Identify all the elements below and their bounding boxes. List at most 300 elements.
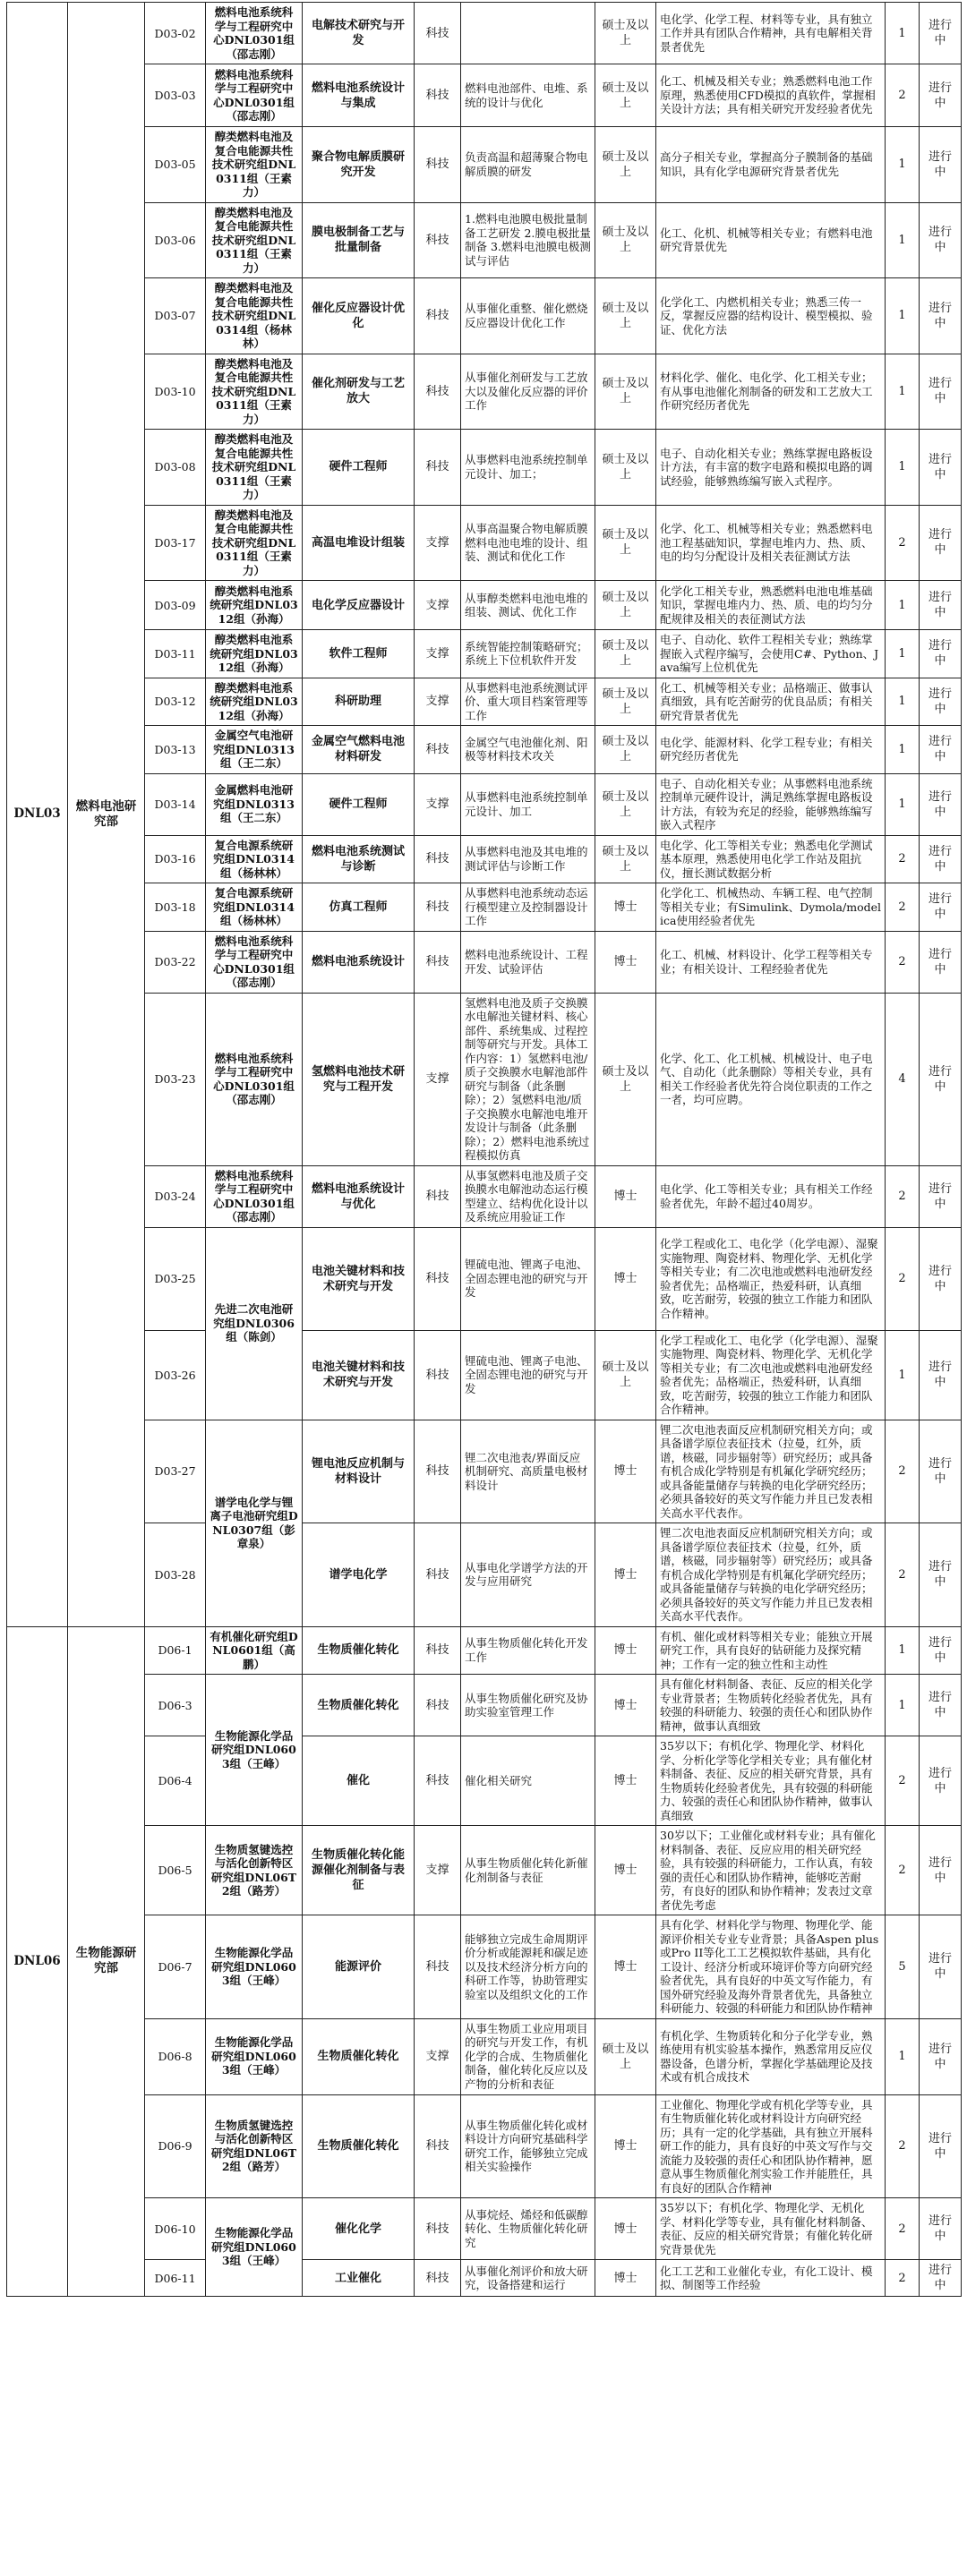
position-name-cell: 生物质催化转化能源催化剂制备与表征 bbox=[303, 1826, 415, 1915]
position-type-cell: 科技 bbox=[415, 931, 461, 993]
position-name-cell: 工业催化 bbox=[303, 2260, 415, 2297]
position-name-cell: 仿真工程师 bbox=[303, 883, 415, 932]
requirement-cell: 化学化工、内燃机相关专业；熟悉三传一反，掌握反应器的结构设计、模型模拟、验证、优化方法 bbox=[656, 278, 886, 354]
table-row bbox=[7, 2018, 962, 2094]
job-duty-cell: 燃料电池系统设计、工程开发、试验评估 bbox=[461, 931, 595, 993]
headcount-cell: 2 bbox=[886, 1165, 920, 1227]
position-code-cell: D03-08 bbox=[145, 430, 206, 506]
job-duty-cell: 锂硫电池、锂离子电池、全固态锂电池的研究与开发 bbox=[461, 1227, 595, 1330]
requirement-cell: 化工工艺和工业催化专业，有化工设计、模拟、制图等工作经验 bbox=[656, 2260, 886, 2297]
table-row bbox=[7, 1736, 962, 1826]
job-duty-cell: 系统智能控制策略研究；系统上下位机软件开发 bbox=[461, 630, 595, 678]
headcount-cell: 1 bbox=[886, 678, 920, 726]
table-row bbox=[7, 1420, 962, 1523]
position-code-cell: D06-4 bbox=[145, 1736, 206, 1826]
education-cell: 硕士及以上 bbox=[595, 2018, 656, 2094]
position-name-cell: 能源评价 bbox=[303, 1915, 415, 2019]
position-name-cell: 氢燃料电池技术研究与工程开发 bbox=[303, 993, 415, 1165]
requirement-cell: 具有化学、材料化学与物理、物理化学、能源评价相关专业专业背景；具备Aspen plus或Pro II等化工工艺模拟软件基础，具有化工设计、经济分析或环境评价等方向研究经验者优先，具有良好的中英文写作能力，有国外研究经验及海外背景者优先，具备独立科研能力、较强的科研能力和团队协作精神 bbox=[656, 1915, 886, 2019]
position-name-cell: 生物质催化转化 bbox=[303, 2094, 415, 2198]
position-name-cell: 催化化学 bbox=[303, 2198, 415, 2260]
status-cell: 进行中 bbox=[920, 931, 962, 993]
research-group-cell: 燃料电池系统科学与工程研究中心DNL0301组（邵志刚） bbox=[206, 931, 303, 993]
job-duty-cell: 从事生物质催化转化开发工作 bbox=[461, 1626, 595, 1675]
status-cell: 进行中 bbox=[920, 3, 962, 64]
status-cell: 进行中 bbox=[920, 1826, 962, 1915]
requirement-cell: 具有催化材料制备、表征、反应的相关化学专业背景者；生物质转化经验者优先，具有较强的科研能力、较强的责任心和团队协作精神，做事认真细致 bbox=[656, 1675, 886, 1736]
status-cell: 进行中 bbox=[920, 127, 962, 203]
table-row bbox=[7, 726, 962, 774]
position-name-cell: 燃料电池系统设计与优化 bbox=[303, 1165, 415, 1227]
headcount-cell: 2 bbox=[886, 64, 920, 127]
headcount-cell: 1 bbox=[886, 773, 920, 835]
position-type-cell: 科技 bbox=[415, 1523, 461, 1627]
position-type-cell: 科技 bbox=[415, 883, 461, 932]
position-name-cell: 硬件工程师 bbox=[303, 773, 415, 835]
requirement-cell: 化工、机械、材料设计、化学工程等相关专业；有相关设计、工程经验者优先 bbox=[656, 931, 886, 993]
research-group-cell: 谱学电化学与锂离子电池研究组DNL0307组（彭章泉） bbox=[206, 1420, 303, 1626]
research-group-cell: 先进二次电池研究组DNL0306组（陈剑） bbox=[206, 1227, 303, 1420]
position-name-cell: 膜电极制备工艺与批量制备 bbox=[303, 202, 415, 278]
requirement-cell: 工业催化、物理化学或有机化学等专业，具有生物质催化转化或材料设计方向研究经历；具有一定的化学基础，具有独立开展科研工作的能力，具有良好的中英文写作与交流能力及较强的责任心和团队协作精神，愿意从事生物质催化剂实验工作并能胜任，具有良好的团队合作精神 bbox=[656, 2094, 886, 2198]
dept-code-cell: DNL06 bbox=[7, 1626, 68, 2297]
position-type-cell: 支撑 bbox=[415, 1826, 461, 1915]
status-cell: 进行中 bbox=[920, 1523, 962, 1627]
table-body bbox=[7, 3, 962, 2297]
position-name-cell: 燃料电池系统测试与诊断 bbox=[303, 835, 415, 883]
position-name-cell: 燃料电池系统设计与集成 bbox=[303, 64, 415, 127]
position-name-cell: 硬件工程师 bbox=[303, 430, 415, 506]
position-type-cell: 科技 bbox=[415, 2198, 461, 2260]
position-code-cell: D03-24 bbox=[145, 1165, 206, 1227]
position-type-cell: 科技 bbox=[415, 726, 461, 774]
research-group-cell: 醇类燃料电池及复合电能源共性技术研究组DNL0311组（王素力） bbox=[206, 202, 303, 278]
education-cell: 博士 bbox=[595, 1626, 656, 1675]
position-name-cell: 生物质催化转化 bbox=[303, 2018, 415, 2094]
position-name-cell: 催化剂研发与工艺放大 bbox=[303, 354, 415, 430]
table-row bbox=[7, 354, 962, 430]
education-cell: 博士 bbox=[595, 931, 656, 993]
education-cell: 博士 bbox=[595, 2260, 656, 2297]
education-cell: 硕士及以上 bbox=[595, 505, 656, 581]
education-cell: 硕士及以上 bbox=[595, 354, 656, 430]
job-duty-cell: 从事生物质工业应用项目的研究与开发工作，有机化学的合成、生物质催化制备，催化转化反应以及产物的分析和表征 bbox=[461, 2018, 595, 2094]
job-duty-cell: 从事生物质催化研究及协助实验室管理工作 bbox=[461, 1675, 595, 1736]
requirement-cell: 化学工程或化工、电化学（化学电源）、湿聚实施物理、陶瓷材料、物理化学、无机化学等相关专业；有二次电池或燃料电池研发经验者优先；品格端正，热爱科研，认真细致，吃苦耐劳，较强的独立工作能力和团队合作精神。 bbox=[656, 1227, 886, 1330]
headcount-cell: 1 bbox=[886, 430, 920, 506]
position-type-cell: 科技 bbox=[415, 1626, 461, 1675]
position-type-cell: 支撑 bbox=[415, 993, 461, 1165]
requirement-cell: 电化学、化工等相关专业；熟悉电化学测试基本原理，熟悉使用电化学工作站及阻抗仪，擅长测试数据分析 bbox=[656, 835, 886, 883]
status-cell: 进行中 bbox=[920, 430, 962, 506]
research-group-cell: 醇类燃料电池系统研究组DNL0312组（孙海） bbox=[206, 581, 303, 630]
position-code-cell: D03-05 bbox=[145, 127, 206, 203]
table-row bbox=[7, 127, 962, 203]
position-code-cell: D03-22 bbox=[145, 931, 206, 993]
headcount-cell: 1 bbox=[886, 1330, 920, 1420]
headcount-cell: 2 bbox=[886, 1736, 920, 1826]
position-code-cell: D03-18 bbox=[145, 883, 206, 932]
status-cell: 进行中 bbox=[920, 773, 962, 835]
recruitment-table bbox=[6, 2, 962, 2297]
education-cell: 硕士及以上 bbox=[595, 3, 656, 64]
education-cell: 硕士及以上 bbox=[595, 127, 656, 203]
headcount-cell: 1 bbox=[886, 3, 920, 64]
dept-code-cell: DNL03 bbox=[7, 3, 68, 1627]
research-group-cell: 生物能源化学品研究组DNL0603组（王峰） bbox=[206, 2018, 303, 2094]
education-cell: 博士 bbox=[595, 2094, 656, 2198]
status-cell: 进行中 bbox=[920, 581, 962, 630]
research-group-cell: 复合电源系统研究组DNL0314组（杨林林） bbox=[206, 883, 303, 932]
position-code-cell: D03-16 bbox=[145, 835, 206, 883]
research-group-cell: 有机催化研究组DNL0601组（高鹏） bbox=[206, 1626, 303, 1675]
requirement-cell: 电化学、能源材料、化学工程专业；有相关研究经历者优先 bbox=[656, 726, 886, 774]
headcount-cell: 1 bbox=[886, 202, 920, 278]
education-cell: 博士 bbox=[595, 1826, 656, 1915]
table-row bbox=[7, 1675, 962, 1736]
position-code-cell: D03-14 bbox=[145, 773, 206, 835]
dept-name-cell: 燃料电池研究部 bbox=[68, 3, 145, 1627]
requirement-cell: 化工、机械及相关专业；熟悉燃料电池工作原理，熟悉使用CFD模拟的真软件，掌握相关设计方法；具有相关研究开发经验者优先 bbox=[656, 64, 886, 127]
status-cell: 进行中 bbox=[920, 1227, 962, 1330]
education-cell: 硕士及以上 bbox=[595, 1330, 656, 1420]
table-row bbox=[7, 835, 962, 883]
headcount-cell: 2 bbox=[886, 835, 920, 883]
education-cell: 博士 bbox=[595, 1915, 656, 2019]
job-duty-cell: 从事生物质催化转化或材料设计方向研究基础科学研究工作，能够独立完成相关实验操作 bbox=[461, 2094, 595, 2198]
requirement-cell: 化学化工相关专业，熟悉燃料电池电堆基础知识，掌握电堆内力、热、质、电的均匀分配规律及相关的表征测试方法 bbox=[656, 581, 886, 630]
table-row bbox=[7, 993, 962, 1165]
research-group-cell: 醇类燃料电池系统研究组DNL0312组（孙海） bbox=[206, 678, 303, 726]
position-code-cell: D06-8 bbox=[145, 2018, 206, 2094]
education-cell: 博士 bbox=[595, 1165, 656, 1227]
job-duty-cell: 能够独立完成生命周期评价分析或能源耗和碳足迹以及技术经济分析方向的科研工作等，协助管理实验室以及组织文化的工作 bbox=[461, 1915, 595, 2019]
status-cell: 进行中 bbox=[920, 2018, 962, 2094]
headcount-cell: 1 bbox=[886, 278, 920, 354]
job-duty-cell: 锂硫电池、锂离子电池、全固态锂电池的研究与开发 bbox=[461, 1330, 595, 1420]
position-type-cell: 科技 bbox=[415, 1675, 461, 1736]
job-duty-cell: 从事燃料电池系统测试评价、重大项目档案管理等工作 bbox=[461, 678, 595, 726]
status-cell: 进行中 bbox=[920, 202, 962, 278]
headcount-cell: 1 bbox=[886, 354, 920, 430]
table-row bbox=[7, 1915, 962, 2019]
table-row bbox=[7, 1826, 962, 1915]
research-group-cell: 生物质氢键选控与活化创新特区研究组DNL06T2组（路芳） bbox=[206, 1826, 303, 1915]
requirement-cell: 35岁以下；有机化学、物理化学、材料化学、分析化学等化学相关专业；具有催化材料制备、表征、反应的相关研究背景，具有生物质转化经验者优先，具有较强的科研能力、较强的责任心和团队协作精神，做事认真细致 bbox=[656, 1736, 886, 1826]
table-row bbox=[7, 773, 962, 835]
status-cell: 进行中 bbox=[920, 883, 962, 932]
position-type-cell: 支撑 bbox=[415, 581, 461, 630]
status-cell: 进行中 bbox=[920, 1330, 962, 1420]
position-type-cell: 科技 bbox=[415, 835, 461, 883]
position-type-cell: 科技 bbox=[415, 278, 461, 354]
table-row bbox=[7, 430, 962, 506]
requirement-cell: 高分子相关专业，掌握高分子膜制备的基础知识，具有化学电源研究背景者优先 bbox=[656, 127, 886, 203]
headcount-cell: 1 bbox=[886, 726, 920, 774]
position-code-cell: D03-25 bbox=[145, 1227, 206, 1330]
job-duty-cell: 从事催化重整、催化燃烧反应器设计优化工作 bbox=[461, 278, 595, 354]
position-type-cell: 科技 bbox=[415, 1330, 461, 1420]
requirement-cell: 化学、化工、化工机械、机械设计、电子电气、自动化（此条删除）等相关专业，具有相关工作经验者优先符合岗位职责的工作之一者，均可应聘。 bbox=[656, 993, 886, 1165]
position-code-cell: D03-26 bbox=[145, 1330, 206, 1420]
research-group-cell: 燃料电池系统科学与工程研究中心DNL0301组（邵志刚） bbox=[206, 993, 303, 1165]
position-name-cell: 生物质催化转化 bbox=[303, 1626, 415, 1675]
position-name-cell: 电池关键材料和技术研究与开发 bbox=[303, 1227, 415, 1330]
requirement-cell: 电化学、化学工程、材料等专业，具有独立工作并具有团队合作精神，具有电解相关背景者优先 bbox=[656, 3, 886, 64]
job-duty-cell: 氢燃料电池及质子交换膜水电解池关键材料、核心部件、系统集成、过程控制等研究与开发。具体工作内容：1）氢燃料电池/质子交换膜水电解池部件研究与制备（此条删除）；2）氢燃料电池/质子交换膜水电解池电堆开发设计与制备（此条删除）；2）燃料电池系统过程模拟仿真 bbox=[461, 993, 595, 1165]
education-cell: 博士 bbox=[595, 1736, 656, 1826]
status-cell: 进行中 bbox=[920, 278, 962, 354]
job-duty-cell: 从事催化剂研发与工艺放大以及催化反应器的评价工作 bbox=[461, 354, 595, 430]
position-code-cell: D03-06 bbox=[145, 202, 206, 278]
status-cell: 进行中 bbox=[920, 835, 962, 883]
status-cell: 进行中 bbox=[920, 678, 962, 726]
requirement-cell: 电子、自动化相关专业；熟练掌握电路板设计方法，有丰富的数字电路和模拟电路的调试经验，能够熟练编写嵌入式程序。 bbox=[656, 430, 886, 506]
job-duty-cell: 从事醇类燃料电池电堆的组装、测试、优化工作 bbox=[461, 581, 595, 630]
position-code-cell: D06-10 bbox=[145, 2198, 206, 2260]
research-group-cell: 生物质氢键选控与活化创新特区研究组DNL06T2组（路芳） bbox=[206, 2094, 303, 2198]
research-group-cell: 生物能源化学品研究组DNL0603组（王峰） bbox=[206, 1675, 303, 1826]
table-row bbox=[7, 1165, 962, 1227]
table-row bbox=[7, 2198, 962, 2260]
status-cell: 进行中 bbox=[920, 993, 962, 1165]
position-name-cell: 锂电池反应机制与材料设计 bbox=[303, 1420, 415, 1523]
position-code-cell: D03-17 bbox=[145, 505, 206, 581]
research-group-cell: 复合电源系统研究组DNL0314组（杨林林） bbox=[206, 835, 303, 883]
research-group-cell: 生物能源化学品研究组DNL0603组（王峰） bbox=[206, 2198, 303, 2297]
headcount-cell: 4 bbox=[886, 993, 920, 1165]
position-code-cell: D06-1 bbox=[145, 1626, 206, 1675]
research-group-cell: 燃料电池系统科学与工程研究中心DNL0301组（邵志刚） bbox=[206, 1165, 303, 1227]
research-group-cell: 金属燃料电池研究组DNL0313组（王二东） bbox=[206, 773, 303, 835]
status-cell: 进行中 bbox=[920, 354, 962, 430]
position-type-cell: 科技 bbox=[415, 64, 461, 127]
position-code-cell: D03-09 bbox=[145, 581, 206, 630]
status-cell: 进行中 bbox=[920, 1626, 962, 1675]
job-duty-cell: 从事燃料电池系统动态运行模型建立及控制器设计工作 bbox=[461, 883, 595, 932]
status-cell: 进行中 bbox=[920, 505, 962, 581]
research-group-cell: 生物能源化学品研究组DNL0603组（王峰） bbox=[206, 1915, 303, 2019]
requirement-cell: 电子、自动化、软件工程相关专业；熟练掌握嵌入式程序编写，会使用C#、Python、Java编写上位机优先 bbox=[656, 630, 886, 678]
requirement-cell: 化工、机械等相关专业；品格端正、做事认真细致，具有吃苦耐劳的优良品质；有相关研究背景者优先 bbox=[656, 678, 886, 726]
education-cell: 博士 bbox=[595, 2198, 656, 2260]
research-group-cell: 醇类燃料电池及复合电能源共性技术研究组DNL0314组（杨林林） bbox=[206, 278, 303, 354]
status-cell: 进行中 bbox=[920, 2198, 962, 2260]
education-cell: 硕士及以上 bbox=[595, 993, 656, 1165]
position-code-cell: D03-23 bbox=[145, 993, 206, 1165]
education-cell: 博士 bbox=[595, 1227, 656, 1330]
table-row bbox=[7, 1523, 962, 1627]
position-type-cell: 科技 bbox=[415, 1915, 461, 2019]
position-type-cell: 科技 bbox=[415, 1227, 461, 1330]
requirement-cell: 电子、自动化相关专业；从事燃料电池系统控制单元硬件设计，满足熟练掌握电路板设计方法，有较为充足的经验，能够熟练编写嵌入式程序 bbox=[656, 773, 886, 835]
education-cell: 硕士及以上 bbox=[595, 678, 656, 726]
education-cell: 博士 bbox=[595, 1523, 656, 1627]
table-row bbox=[7, 202, 962, 278]
position-code-cell: D06-5 bbox=[145, 1826, 206, 1915]
requirement-cell: 化工、化机、机械等相关专业；有燃料电池研究背景优先 bbox=[656, 202, 886, 278]
job-duty-cell: 1.燃料电池膜电极批量制备工艺研发 2.膜电极批量制备 3.燃料电池膜电极测试与评估 bbox=[461, 202, 595, 278]
status-cell: 进行中 bbox=[920, 1675, 962, 1736]
requirement-cell: 30岁以下；工业催化或材料专业；具有催化材料制备、表征、反应应用的相关研究经验，具有较强的科研能力，工作认真，有较强的责任心和团队协作精神，能够吃苦耐劳，有良好的团队和协作精神；发表过文章者优先考虑 bbox=[656, 1826, 886, 1915]
position-code-cell: D06-9 bbox=[145, 2094, 206, 2198]
position-type-cell: 科技 bbox=[415, 127, 461, 203]
requirement-cell: 35岁以下；有机化学、物理化学、无机化学、材料化学等专业，具有催化材料制备、表征、反应的相关研究背景；有催化转化研究背景优先 bbox=[656, 2198, 886, 2260]
recruitment-table-sheet bbox=[6, 2, 961, 2297]
table-row bbox=[7, 2260, 962, 2297]
job-duty-cell: 从事电化学谱学方法的开发与应用研究 bbox=[461, 1523, 595, 1627]
table-row bbox=[7, 581, 962, 630]
requirement-cell: 有机、催化或材料等相关专业；能独立开展研究工作，具有良好的钻研能力及探究精神；工作有一定的独立性和主动性 bbox=[656, 1626, 886, 1675]
table-row bbox=[7, 64, 962, 127]
table-row bbox=[7, 883, 962, 932]
headcount-cell: 2 bbox=[886, 931, 920, 993]
table-row bbox=[7, 2094, 962, 2198]
job-duty-cell: 从事烷烃、烯烃和低碳醇转化、生物质催化转化研究 bbox=[461, 2198, 595, 2260]
education-cell: 硕士及以上 bbox=[595, 202, 656, 278]
dept-name-cell: 生物能源研究部 bbox=[68, 1626, 145, 2297]
research-group-cell: 醇类燃料电池及复合电能源共性技术研究组DNL0311组（王素力） bbox=[206, 354, 303, 430]
requirement-cell: 锂二次电池表面反应机制研究相关方向；或具备谱学原位表征技术（拉曼，红外，质谱，核磁，同步辐射等）研究经历；或具备有机合成化学特别是有机氟化学研究经历；或具备能量储存与转换的电化学研究经历；必须具备较好的英文写作能力并且已发表相关高水平代表作。 bbox=[656, 1523, 886, 1627]
headcount-cell: 1 bbox=[886, 581, 920, 630]
status-cell: 进行中 bbox=[920, 64, 962, 127]
position-type-cell: 支撑 bbox=[415, 678, 461, 726]
job-duty-cell: 从事氢燃料电池及质子交换膜水电解池动态运行模型建立、结构优化设计以及系统应用验证工作 bbox=[461, 1165, 595, 1227]
job-duty-cell bbox=[461, 3, 595, 64]
table-row bbox=[7, 1227, 962, 1330]
job-duty-cell: 从事生物质催化转化新催化剂制备与表征 bbox=[461, 1826, 595, 1915]
education-cell: 硕士及以上 bbox=[595, 581, 656, 630]
research-group-cell: 金属空气电池研究组DNL0313组（王二东） bbox=[206, 726, 303, 774]
position-type-cell: 科技 bbox=[415, 430, 461, 506]
research-group-cell: 醇类燃料电池及复合电能源共性技术研究组DNL0311组（王素力） bbox=[206, 505, 303, 581]
headcount-cell: 1 bbox=[886, 1626, 920, 1675]
position-name-cell: 电化学反应器设计 bbox=[303, 581, 415, 630]
position-name-cell: 生物质催化转化 bbox=[303, 1675, 415, 1736]
table-row bbox=[7, 278, 962, 354]
research-group-cell: 醇类燃料电池系统研究组DNL0312组（孙海） bbox=[206, 630, 303, 678]
job-duty-cell: 负责高温和超薄聚合物电解质膜的研发 bbox=[461, 127, 595, 203]
headcount-cell: 2 bbox=[886, 1826, 920, 1915]
requirement-cell: 化学工程或化工、电化学（化学电源）、湿聚实施物理、陶瓷材料、物理化学、无机化学等相关专业；有二次电池或燃料电池研发经验者优先；品格端正，热爱科研，认真细致，吃苦耐劳，较强的独立工作能力和团队合作精神。 bbox=[656, 1330, 886, 1420]
headcount-cell: 2 bbox=[886, 2198, 920, 2260]
job-duty-cell: 金属空气电池催化剂、阳极等材料技术攻关 bbox=[461, 726, 595, 774]
position-name-cell: 谱学电化学 bbox=[303, 1523, 415, 1627]
research-group-cell: 醇类燃料电池及复合电能源共性技术研究组DNL0311组（王素力） bbox=[206, 127, 303, 203]
position-code-cell: D03-13 bbox=[145, 726, 206, 774]
headcount-cell: 2 bbox=[886, 505, 920, 581]
job-duty-cell: 从事高温聚合物电解质膜燃料电池电堆的设计、组装、测试和优化工作 bbox=[461, 505, 595, 581]
headcount-cell: 2 bbox=[886, 2094, 920, 2198]
position-name-cell: 电解技术研究与开发 bbox=[303, 3, 415, 64]
position-code-cell: D03-07 bbox=[145, 278, 206, 354]
research-group-cell: 醇类燃料电池及复合电能源共性技术研究组DNL0311组（王素力） bbox=[206, 430, 303, 506]
headcount-cell: 2 bbox=[886, 883, 920, 932]
research-group-cell: 燃料电池系统科学与工程研究中心DNL0301组（邵志刚） bbox=[206, 3, 303, 64]
table-row bbox=[7, 505, 962, 581]
position-code-cell: D03-11 bbox=[145, 630, 206, 678]
position-name-cell: 软件工程师 bbox=[303, 630, 415, 678]
headcount-cell: 2 bbox=[886, 1523, 920, 1627]
education-cell: 硕士及以上 bbox=[595, 278, 656, 354]
position-code-cell: D06-7 bbox=[145, 1915, 206, 2019]
education-cell: 硕士及以上 bbox=[595, 64, 656, 127]
job-duty-cell: 从事催化剂评价和放大研究，设备搭建和运行 bbox=[461, 2260, 595, 2297]
position-name-cell: 催化 bbox=[303, 1736, 415, 1826]
research-group-cell: 燃料电池系统科学与工程研究中心DNL0301组（邵志刚） bbox=[206, 64, 303, 127]
table-row bbox=[7, 3, 962, 64]
position-name-cell: 聚合物电解质膜研究开发 bbox=[303, 127, 415, 203]
status-cell: 进行中 bbox=[920, 1165, 962, 1227]
job-duty-cell: 催化相关研究 bbox=[461, 1736, 595, 1826]
headcount-cell: 1 bbox=[886, 1675, 920, 1736]
position-type-cell: 科技 bbox=[415, 2094, 461, 2198]
position-code-cell: D03-27 bbox=[145, 1420, 206, 1523]
position-code-cell: D03-28 bbox=[145, 1523, 206, 1627]
position-type-cell: 支撑 bbox=[415, 2018, 461, 2094]
education-cell: 博士 bbox=[595, 883, 656, 932]
position-type-cell: 科技 bbox=[415, 3, 461, 64]
table-row bbox=[7, 678, 962, 726]
education-cell: 博士 bbox=[595, 1675, 656, 1736]
education-cell: 硕士及以上 bbox=[595, 726, 656, 774]
position-type-cell: 科技 bbox=[415, 1165, 461, 1227]
headcount-cell: 2 bbox=[886, 1227, 920, 1330]
status-cell: 进行中 bbox=[920, 630, 962, 678]
headcount-cell: 2 bbox=[886, 1420, 920, 1523]
education-cell: 硕士及以上 bbox=[595, 835, 656, 883]
position-type-cell: 科技 bbox=[415, 2260, 461, 2297]
table-row bbox=[7, 1626, 962, 1675]
requirement-cell: 锂二次电池表面反应机制研究相关方向；或具备谱学原位表征技术（拉曼，红外，质谱，核磁，同步辐射等）研究经历；或具备有机合成化学特别是有机氟化学研究经历；或具备能量储存与转换的电化学研究经历；必须具备较好的英文写作能力并且已发表相关高水平代表作。 bbox=[656, 1420, 886, 1523]
requirement-cell: 电化学、化工等相关专业；具有相关工作经验者优先，年龄不超过40周岁。 bbox=[656, 1165, 886, 1227]
position-code-cell: D03-03 bbox=[145, 64, 206, 127]
status-cell: 进行中 bbox=[920, 2094, 962, 2198]
requirement-cell: 有机化学、生物质转化和分子化学专业，熟练使用有机实验基本操作，熟悉常用反应仪器设备，色谱分析，掌握化学基础理论及技术或有机合成技术 bbox=[656, 2018, 886, 2094]
table-row bbox=[7, 1330, 962, 1420]
position-name-cell: 科研助理 bbox=[303, 678, 415, 726]
headcount-cell: 1 bbox=[886, 127, 920, 203]
requirement-cell: 化学化工、机械热动、车辆工程、电气控制等相关专业；有Simulink、Dymola/modelica使用经验者优先 bbox=[656, 883, 886, 932]
status-cell: 进行中 bbox=[920, 726, 962, 774]
headcount-cell: 1 bbox=[886, 630, 920, 678]
position-code-cell: D06-3 bbox=[145, 1675, 206, 1736]
headcount-cell: 5 bbox=[886, 1915, 920, 2019]
position-type-cell: 科技 bbox=[415, 1736, 461, 1826]
education-cell: 硕士及以上 bbox=[595, 430, 656, 506]
position-name-cell: 金属空气燃料电池材料研发 bbox=[303, 726, 415, 774]
position-name-cell: 电池关键材料和技术研究与开发 bbox=[303, 1330, 415, 1420]
position-code-cell: D06-11 bbox=[145, 2260, 206, 2297]
position-code-cell: D03-12 bbox=[145, 678, 206, 726]
education-cell: 硕士及以上 bbox=[595, 773, 656, 835]
position-code-cell: D03-02 bbox=[145, 3, 206, 64]
table-row bbox=[7, 630, 962, 678]
job-duty-cell: 锂二次电池表/界面反应机制研究、高质量电极材料设计 bbox=[461, 1420, 595, 1523]
education-cell: 博士 bbox=[595, 1420, 656, 1523]
position-type-cell: 支撑 bbox=[415, 505, 461, 581]
job-duty-cell: 燃料电池部件、电堆、系统的设计与优化 bbox=[461, 64, 595, 127]
education-cell: 硕士及以上 bbox=[595, 630, 656, 678]
requirement-cell: 化学、化工、机械等相关专业；熟悉燃料电池工程基础知识，掌握电堆内力、热、质、电的均匀分配设计及相关表征测试方法 bbox=[656, 505, 886, 581]
headcount-cell: 2 bbox=[886, 2260, 920, 2297]
job-duty-cell: 从事燃料电池系统控制单元设计、加工； bbox=[461, 430, 595, 506]
position-name-cell: 燃料电池系统设计 bbox=[303, 931, 415, 993]
status-cell: 进行中 bbox=[920, 1915, 962, 2019]
position-code-cell: D03-10 bbox=[145, 354, 206, 430]
position-name-cell: 催化反应器设计优化 bbox=[303, 278, 415, 354]
position-name-cell: 高温电堆设计组装 bbox=[303, 505, 415, 581]
